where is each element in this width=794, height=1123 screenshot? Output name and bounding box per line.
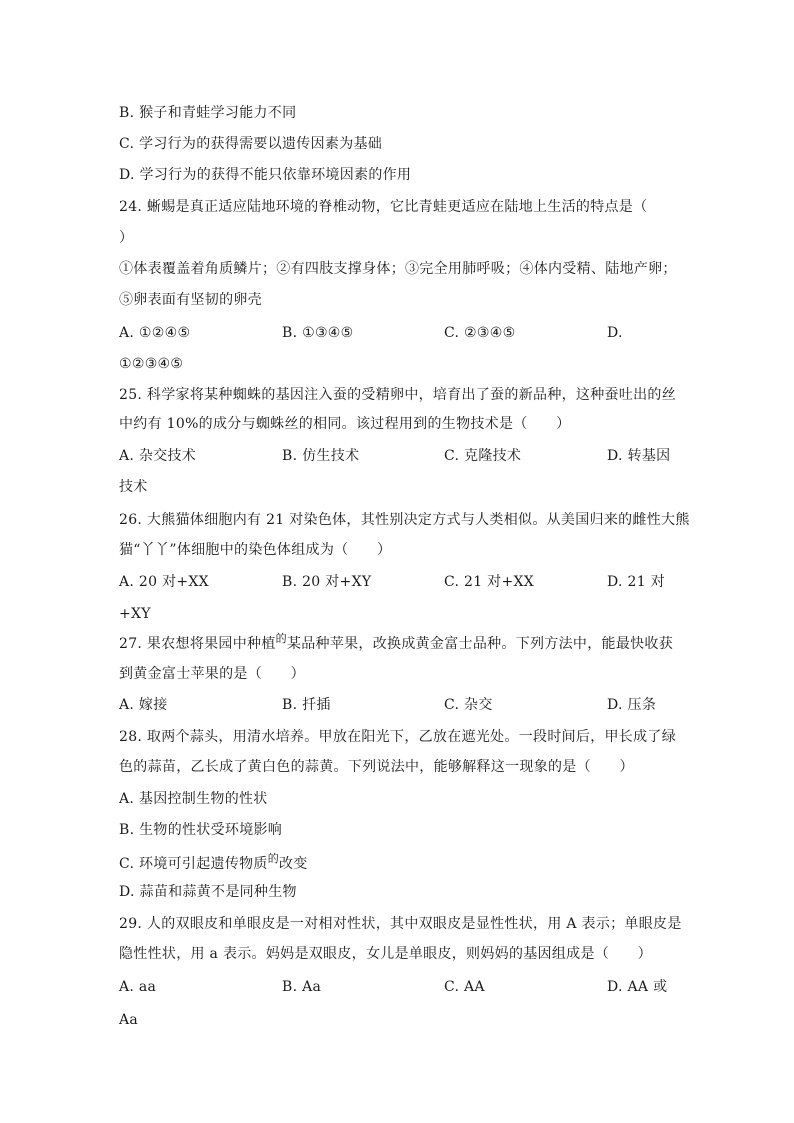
question-28-stem-line2: 色的蒜苗，乙长成了黄白色的蒜黄。下列说法中，能够解释这一现象的是（ ） bbox=[119, 759, 634, 775]
question-29-option-c: C. AA bbox=[444, 979, 485, 995]
question-25-option-b: B. 仿生技术 bbox=[282, 448, 360, 464]
question-25-option-c: C. 克隆技术 bbox=[444, 448, 522, 464]
question-28-option-c-part1: C. 环境可引起遗传物质 bbox=[119, 856, 268, 872]
question-27-stem-part1: 27. 果农想将果园中种植 bbox=[119, 636, 276, 652]
question-26-option-d: D. 21 对 bbox=[607, 574, 665, 590]
question-27-option-c: C. 杂交 bbox=[444, 697, 493, 713]
question-26-option-d-continued: +XY bbox=[119, 606, 151, 622]
question-29-stem-line2: 隐性性状，用 a 表示。妈妈是双眼皮，女儿是单眼皮，则妈妈的基因组成是（ ） bbox=[119, 946, 652, 962]
question-26-option-a: A. 20 对+XX bbox=[119, 574, 209, 590]
question-24-option-d: D. bbox=[607, 325, 623, 341]
question-27-option-d: D. 压条 bbox=[607, 697, 657, 713]
question-25-option-a: A. 杂交技术 bbox=[119, 448, 197, 464]
question-28-stem-line1: 28. 取两个蒜头，用清水培养。甲放在阳光下，乙放在遮光处。一段时间后，甲长成了绿 bbox=[119, 729, 677, 745]
question-26-stem-line2: 猫“丫丫”体细胞中的染色体组成为（ ） bbox=[119, 542, 392, 558]
question-27-stem-line1 bbox=[119, 634, 673, 655]
question-24-option-c: C. ②③④⑤ bbox=[444, 325, 516, 341]
question-24-statements-line2: ⑤卵表面有坚韧的卵壳 bbox=[119, 292, 262, 308]
question-27-stem-part2: 某品种苹果，改换成黄金富士品种。下列方法中，能最快收获 bbox=[286, 636, 674, 652]
question-29-stem-line1: 29. 人的双眼皮和单眼皮是一对相对性状，其中双眼皮是显性性状，用 A 表示；单眼皮是 bbox=[119, 916, 682, 932]
question-25-stem-line2: 中约有 10%的成分与蜘蛛丝的相同。该过程用到的生物技术是（ ） bbox=[119, 416, 571, 432]
question-24-option-d-continued: ①②③④⑤ bbox=[119, 356, 184, 372]
option-prev-d: D. 学习行为的获得不能只依靠环境因素的作用 bbox=[119, 167, 412, 183]
question-29-option-d: D. AA 或 bbox=[607, 979, 668, 995]
question-24-option-b: B. ①③④⑤ bbox=[282, 325, 354, 341]
question-26-option-b: B. 20 对+XY bbox=[282, 574, 372, 590]
question-29-option-b: B. Aa bbox=[282, 979, 322, 995]
question-27-stem-line2: 到黄金富士苹果的是（ ） bbox=[119, 666, 305, 682]
question-27-option-a: A. 嫁接 bbox=[119, 697, 168, 713]
question-25-stem-line1: 25. 科学家将某种蜘蛛的基因注入蚕的受精卵中，培育出了蚕的新品种，这种蚕吐出的丝 bbox=[119, 387, 677, 403]
option-prev-c: C. 学习行为的获得需要以遗传因素为基础 bbox=[119, 136, 383, 152]
question-24-option-a: A. ①②④⑤ bbox=[119, 325, 191, 341]
question-27-stem-superscript: 的 bbox=[275, 632, 287, 645]
question-25-option-d: D. 转基因 bbox=[607, 448, 671, 464]
question-28-option-a: A. 基因控制生物的性状 bbox=[119, 791, 268, 807]
question-28-option-c bbox=[119, 854, 308, 875]
option-prev-b: B. 猴子和青蛙学习能力不同 bbox=[119, 105, 297, 121]
question-28-option-c-part2: 改变 bbox=[279, 856, 308, 872]
question-24-statements-line1: ①体表覆盖着角质鳞片；②有四肢支撑身体；③完全用肺呼吸；④体内受精、陆地产卵； bbox=[119, 261, 677, 277]
question-28-option-c-superscript: 的 bbox=[267, 852, 280, 865]
question-27-option-b: B. 扦插 bbox=[282, 697, 331, 713]
question-29-option-a: A. aa bbox=[119, 979, 157, 995]
question-28-option-b: B. 生物的性状受环境影响 bbox=[119, 822, 283, 838]
question-26-option-c: C. 21 对+XX bbox=[444, 574, 535, 590]
question-24-stem-line1: 24. 蜥蜴是真正适应陆地环境的脊椎动物，它比青蛙更适应在陆地上生活的特点是（ bbox=[119, 199, 648, 215]
question-26-stem-line1: 26. 大熊猫体细胞内有 21 对染色体，其性别决定方式与人类相似。从美国归来的雌性大熊 bbox=[119, 512, 690, 528]
question-24-stem-line2: ） bbox=[119, 230, 134, 246]
question-25-option-d-continued: 技术 bbox=[119, 479, 148, 495]
question-28-option-d: D. 蒜苗和蒜黄不是同种生物 bbox=[119, 884, 297, 900]
question-29-option-d-continued: Aa bbox=[119, 1012, 139, 1028]
